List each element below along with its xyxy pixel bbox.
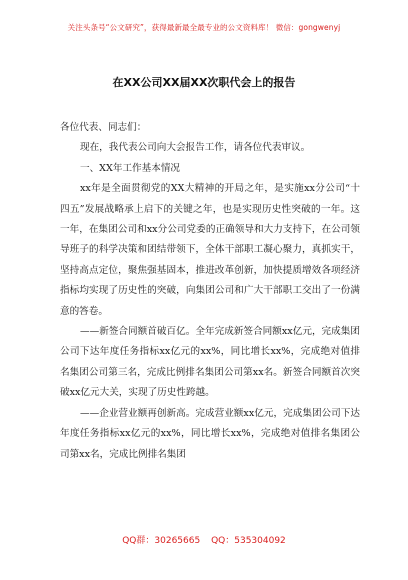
document-body — [60, 118, 360, 465]
document-title: 在XX公司XX届XX次职代会上的报告 — [112, 76, 296, 89]
paragraph-contracts: ——新签合同额首破百亿。全年完成新签合同额xx亿元，完成集团公司下达年度任务指标xx亿元的xx%，同比增长xx%，完成绝对值排名集团公司第三名，完成比例排名集团公司第xx名。新签合同额首次突破xx亿元大关，实现了历史性跨越。 — [60, 326, 360, 399]
header-promo-note: 关注头条号“公文研究”，获得最新最全最专业的公文资料库！ 微信：gongwenyj — [67, 23, 341, 32]
paragraph-revenue: ——企业营业额再创新高。完成营业额xx亿元，完成集团公司下达年度任务指标xx亿元的xx%，同比增长xx%，完成绝对值排名集团公司第xx名，完成比例排名集团 — [60, 407, 360, 460]
section-heading-1: 一、XX年工作基本情况 — [80, 162, 181, 174]
qq-number: QQ：535304092 — [211, 536, 286, 546]
paragraph-intro: 现在，我代表公司向大会报告工作，请各位代表审议。 — [80, 142, 311, 154]
greeting: 各位代表、同志们： — [60, 122, 147, 133]
footer-contact — [0, 533, 408, 546]
paragraph-overview: xx年是全面贯彻党的XX大精神的开局之年，是实施xx分公司“十四五”发展战略承上启下的关键之年，也是实现历史性突破的一年。这一年，在集团公司和xx分公司党委的正确领导和大力支持下，在公司领导班子的科学决策和团结带领下，全体干部职工凝心聚力，真抓实干，坚持高点定位，聚焦强基固本，推进改革创新，加快提质增效各项经济指标均实现了历史性的突破，向集团公司和广大干部职工交出了一份满意的答卷。 — [60, 183, 360, 317]
qq-group: QQ群：30265665 — [122, 536, 201, 546]
